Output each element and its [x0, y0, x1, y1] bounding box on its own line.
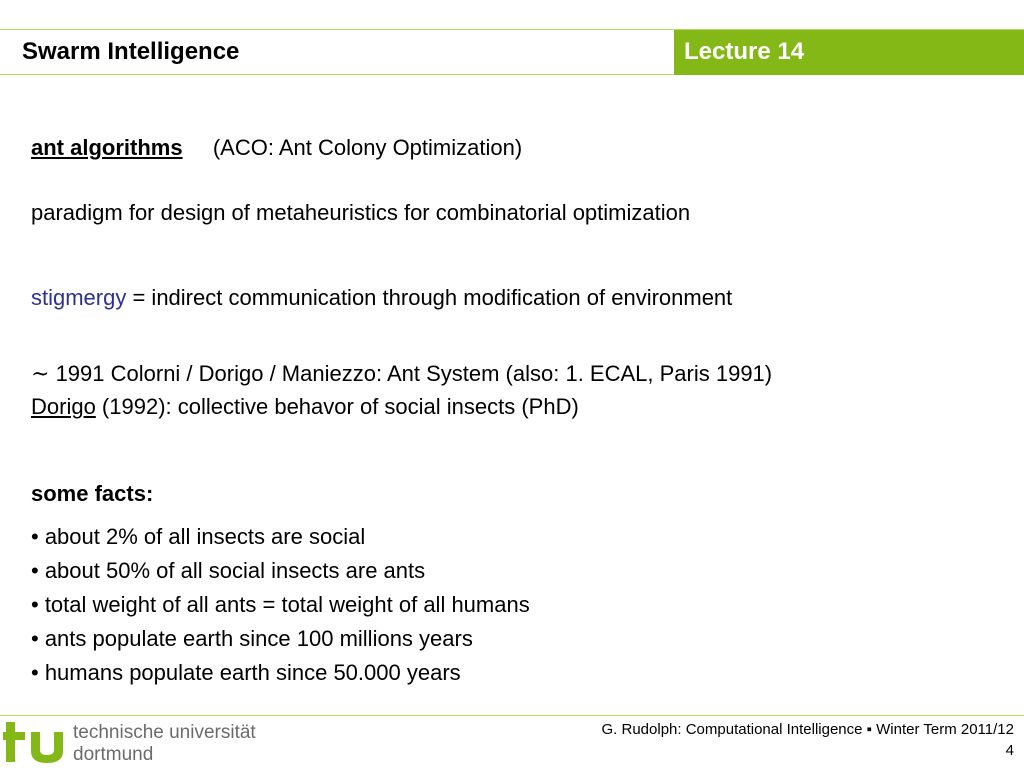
- tu-logo-icon: [3, 720, 67, 764]
- university-line-2: dortmund: [73, 744, 154, 765]
- stigmergy-term: stigmergy: [31, 285, 127, 310]
- history-text-2: (1992): collective behavor of social insects (PhD): [95, 394, 579, 419]
- stigmergy-line: [31, 285, 732, 311]
- university-name: [73, 722, 256, 766]
- history-line-1: [31, 361, 772, 388]
- footer-rule: [0, 715, 1024, 716]
- fact-item: • total weight of all ants = total weight of all humans: [31, 592, 530, 617]
- paradigm-text: paradigm for design of metaheuristics for combinatorial optimization: [31, 200, 691, 225]
- dorigo-name: Dorigo: [31, 394, 96, 419]
- page-number: 4: [1005, 742, 1014, 759]
- facts-heading: some facts:: [31, 481, 154, 506]
- fact-item: • about 50% of all social insects are ants: [31, 558, 426, 583]
- footer-credit: G. Rudolph: Computational Intelligence ▪ Winter Term 2011/12: [601, 721, 1014, 738]
- history-line-2: [31, 394, 579, 420]
- term-ant-algorithms: ant algorithms: [31, 135, 183, 160]
- term-expansion: (ACO: Ant Colony Optimization): [212, 135, 523, 160]
- course-title: Swarm Intelligence: [22, 38, 240, 65]
- stigmergy-definition: = indirect communication through modification of environment: [126, 285, 733, 310]
- lecture-badge: [674, 30, 1024, 75]
- fact-item: • about 2% of all insects are social: [31, 524, 366, 549]
- lecture-label: Lecture 14: [684, 38, 805, 65]
- aco-heading-line: [31, 135, 522, 161]
- approx-symbol: ~: [31, 362, 50, 387]
- fact-item: • ants populate earth since 100 millions years: [31, 626, 473, 651]
- university-line-1: technische universität: [73, 722, 256, 743]
- fact-item: • humans populate earth since 50.000 years: [31, 660, 461, 685]
- header-bottom-rule: [0, 74, 674, 75]
- history-text-1: 1991 Colorni / Dorigo / Maniezzo: Ant System (also: 1. ECAL, Paris 1991): [55, 361, 773, 386]
